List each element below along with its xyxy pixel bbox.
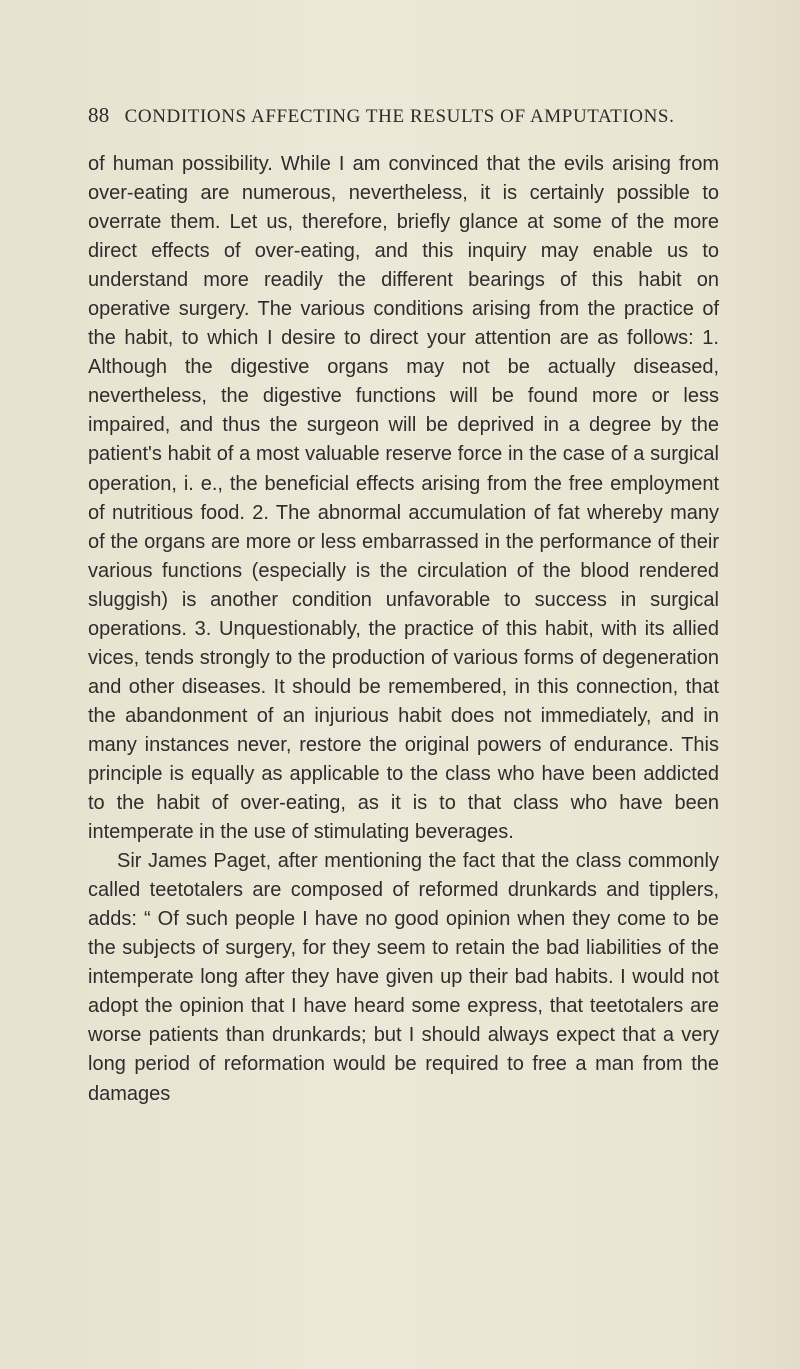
page-header bbox=[88, 103, 728, 128]
body-text bbox=[88, 150, 719, 1109]
running-title: CONDITIONS AFFECTING THE RESULTS OF AMPUTATIONS. bbox=[124, 106, 675, 127]
paragraph-paget-quote: Sir James Paget, after mentioning the fact that the class commonly called teetotalers are composed of reformed drunkards and tipplers, adds: “ Of such people I have no good opinion when they come to be the subjects of surgery, for they seem to retain the bad liabilities of the intemperate long after they have given up their bad habits. I would not adopt the opinion that I have heard some express, that teetotalers are worse patients than drunkards; but I should always expect that a very long period of reformation would be required to free a man from the damages bbox=[88, 850, 719, 1105]
paragraph-continued: of human possibility. While I am convinced that the evils arising from over-eating are numerous, nevertheless, it is certainly possible to overrate them. Let us, therefore, briefly glance at some of the more direct effects of over-eating, and this inquiry may enable us to understand more readily the different bearings of this habit on operative surgery. The various conditions arising from the practice of the habit, to which I desire to direct your attention are as follows: 1. Although the digestive organs may not be actually diseased, nevertheless, the digestive functions will be found more or less impaired, and thus the surgeon will be deprived in a degree by the patient's habit of a most valuable reserve force in the case of a surgical operation, i. e., the beneficial effects arising from the free employment of nutritious food. 2. The abnormal accumulation of fat whereby many of the organs are more or less embarrassed in the performance of their various functions (especially is the circulation of the blood rendered sluggish) is another condition unfavorable to success in surgical operations. 3. Unquestionably, the practice of this habit, with its allied vices, tends strongly to the production of various forms of degeneration and other diseases. It should be remembered, in this connection, that the abandonment of an injurious habit does not immediately, and in many instances never, restore the original powers of endurance. This principle is equally as applicable to the class who have been addicted to the habit of over-eating, as it is to that class who have been intemperate in the use of stimulating beverages. bbox=[88, 153, 719, 844]
page-number: 88 bbox=[88, 103, 110, 127]
